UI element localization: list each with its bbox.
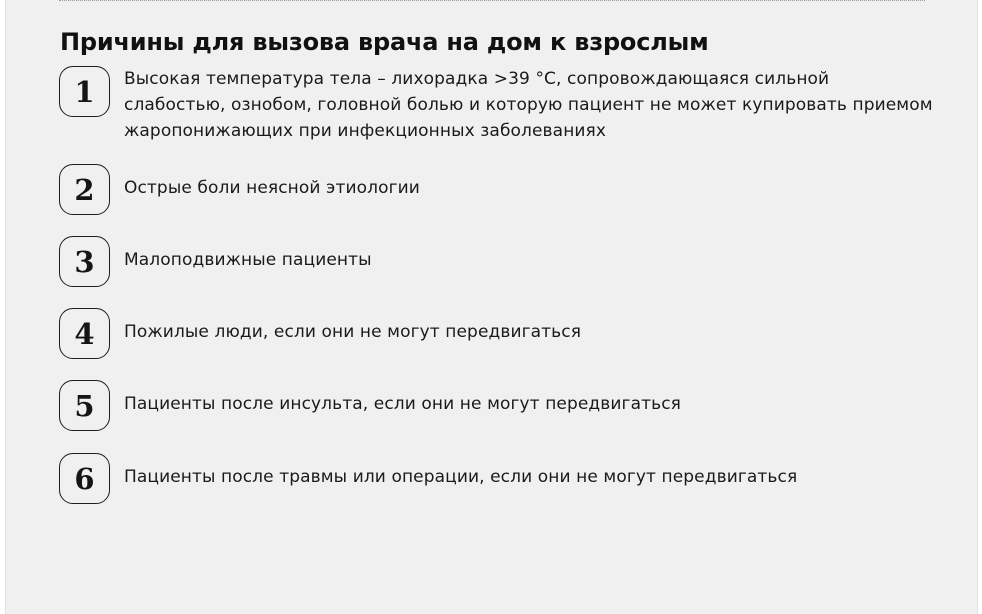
dotted-divider <box>59 0 925 1</box>
list-item-text: Малоподвижные пациенты <box>124 250 372 270</box>
list-item-text: Пожилые люди, если они не могут передвигаться <box>124 322 582 342</box>
number-badge: 1 <box>59 66 110 117</box>
section-title: Причины для вызова врача на дом к взрослым <box>60 28 709 56</box>
number-badge: 6 <box>59 453 110 504</box>
list-item-text: Пациенты после инсульта, если они не могут передвигаться <box>124 394 681 414</box>
number-badge: 4 <box>59 308 110 359</box>
list-item-text: Высокая температура тела – лихорадка >39 °C, сопровождающаяся сильной слабостью, ознобом, головной болью и которую пациент не может купировать приемом жаропонижающих при инфекционных заболеваниях <box>124 69 933 141</box>
list-item-text: Пациенты после травмы или операции, если они не могут передвигаться <box>124 467 798 487</box>
number-badge: 2 <box>59 164 110 215</box>
number-badge: 5 <box>59 380 110 431</box>
number-badge: 3 <box>59 236 110 287</box>
content-card <box>5 0 978 614</box>
list-item-text: Острые боли неясной этиологии <box>124 178 420 198</box>
